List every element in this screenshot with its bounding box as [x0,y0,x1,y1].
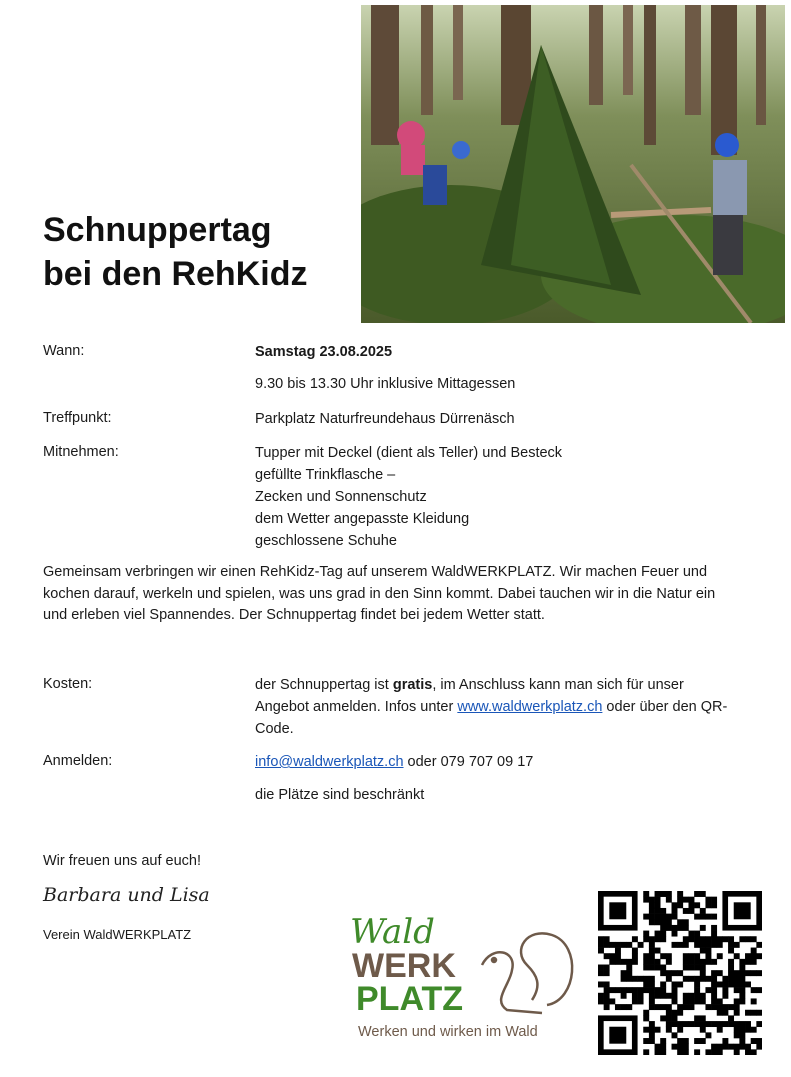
mitnehmen-item: dem Wetter angepasste Kleidung [255,511,470,527]
anmelden-contact [255,751,533,773]
squirrel-icon [482,933,572,1013]
email-link[interactable]: info@waldwerkplatz.ch [255,754,404,770]
title-line-1: Schnuppertag [43,211,272,249]
verein-name: Verein WaldWERKPLATZ [43,927,192,942]
wann-date: Samstag 23.08.2025 [255,344,393,360]
wann-label: Wann: [43,343,85,359]
kosten-part1: der Schnuppertag ist [255,677,393,693]
waldwerkplatz-logo [342,905,582,1045]
title-line-2: bei den RehKidz [43,255,308,293]
mitnehmen-list [255,442,562,552]
signature: Barbara und Lisa [43,884,210,906]
anmelden-label: Anmelden: [43,753,113,769]
treffpunkt-value: Parkplatz Naturfreundehaus Dürrenäsch [255,411,515,427]
treffpunkt-label: Treffpunkt: [43,410,112,426]
mitnehmen-item: geschlossene Schuhe [255,533,397,549]
qr-code[interactable] [598,891,762,1055]
mitnehmen-item: Tupper mit Deckel (dient als Teller) und Besteck [255,445,563,461]
kosten-part3: oder über den QR-Code. [255,699,728,737]
kosten-text [255,674,735,740]
logo-werk: WERK [352,947,456,985]
logo-wald: Wald [350,912,435,952]
phone-text: oder 079 707 09 17 [403,754,534,770]
description-paragraph: Gemeinsam verbringen wir einen RehKidz-Tag auf unserem WaldWERKPLATZ. Wir machen Feuer und kochen darauf, werkeln und spielen, was uns grad in den Sinn kommt. Dabei tauchen wir in die Natur ein und erleben viel Spannendes. Der Schnuppertag findet bei jedem Wetter statt. [43,564,716,623]
kosten-part2: , im Anschluss kann man sich für unser Angebot anmelden. Infos unter [255,677,684,715]
closing-text: Wir freuen uns auf euch! [43,853,201,869]
mitnehmen-item: gefüllte Trinkflasche – [255,467,396,483]
forest-photo [361,5,785,323]
kosten-label: Kosten: [43,676,93,692]
anmelden-note: die Plätze sind beschränkt [255,787,425,803]
website-link[interactable]: www.waldwerkplatz.ch [457,699,603,715]
mitnehmen-item: Zecken und Sonnenschutz [255,489,427,505]
logo-tagline: Werken und wirken im Wald [358,1024,538,1040]
page-title [43,208,307,296]
kosten-bold: gratis [392,677,433,693]
logo-platz: PLATZ [356,980,464,1018]
wann-time: 9.30 bis 13.30 Uhr inklusive Mittagessen [255,376,516,392]
mitnehmen-label: Mitnehmen: [43,444,119,460]
